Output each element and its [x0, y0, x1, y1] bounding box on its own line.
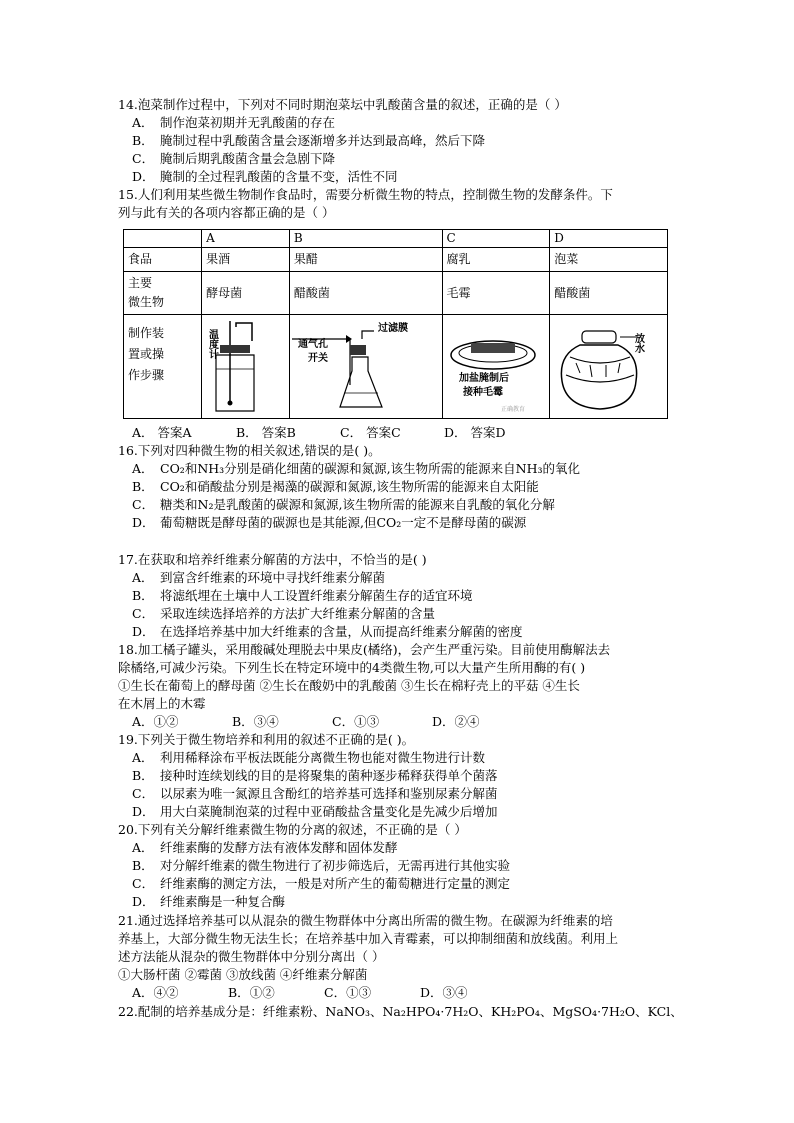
table-head-b: B — [289, 230, 442, 248]
q17-stem: 17.在获取和培养纤维素分解菌的方法中，不恰当的是( ) — [118, 552, 427, 567]
q18-stem-line3: ①生长在葡萄上的酵母菌 ②生长在酸奶中的乳酸菌 ③生长在棉籽壳上的平菇 ④生长 — [118, 678, 580, 693]
micro-b: 醋酸菌 — [289, 272, 442, 315]
tofu-plate-illustration — [443, 315, 543, 415]
food-b: 果醋 — [289, 248, 442, 272]
watermark-text: 正确教育 — [500, 406, 525, 413]
micro-d: 醋酸菌 — [550, 272, 668, 315]
device-d — [550, 315, 668, 419]
food-a: 果酒 — [202, 248, 290, 272]
device-c — [442, 315, 550, 419]
q15-stem-line2: 列与此有关的各项内容都正确的是（ ） — [118, 205, 335, 220]
table-head-d: D — [550, 230, 668, 248]
q18-stem-line1: 18.加工橘子罐头，采用酸碱处理脱去中果皮(橘络)，会产生严重污染。目前使用酶解法去 — [118, 642, 611, 657]
row-micro-label: 主要 微生物 — [124, 272, 202, 315]
q18-stem-line4: 在木屑上的木霉 — [118, 696, 206, 711]
q16-option-d: D． 葡萄糖既是酵母菌的碳源也是其能源,但CO₂一定不是酵母菌的碳源 — [132, 515, 527, 530]
device-a — [202, 315, 290, 419]
q15-options: A． 答案A B． 答案B C． 答案C D． 答案D — [132, 425, 506, 440]
q14-option-d: D． 腌制的全过程乳酸菌的含量不变，活性不同 — [132, 169, 398, 184]
svg-text:通气孔: 通气孔 — [297, 339, 328, 350]
q21-stem-line4: ①大肠杆菌 ②霉菌 ③放线菌 ④纤维素分解菌 — [118, 967, 368, 982]
table-head-a: A — [202, 230, 290, 248]
pickle-jar-illustration — [550, 315, 660, 415]
q20-option-c: C． 纤维素酶的测定方法，一般是对所产生的葡萄糖进行定量的测定 — [132, 876, 511, 891]
q20-option-b: B． 对分解纤维素的微生物进行了初步筛选后，无需再进行其他实验 — [132, 858, 511, 873]
q21-stem-line3: 述方法能从混杂的微生物群体中分别分离出（ ） — [118, 949, 385, 964]
food-d: 泡菜 — [550, 248, 668, 272]
table-head-c: C — [442, 230, 550, 248]
q19-option-c: C． 以尿素为唯一氮源且含酚红的培养基可选择和鉴别尿素分解菌 — [132, 786, 498, 801]
q19-option-a: A． 利用稀释涂布平板法既能分离微生物也能对微生物进行计数 — [132, 750, 486, 765]
q14-stem: 14.泡菜制作过程中，下列对不同时期泡菜坛中乳酸菌含量的叙述，正确的是（ ） — [118, 97, 567, 112]
q16-option-c: C． 糖类和N₂是乳酸菌的碳源和氮源,该生物所需的能源来自乳酸的氧化分解 — [132, 497, 555, 512]
food-c: 腐乳 — [442, 248, 550, 272]
q15-table — [123, 229, 668, 419]
q18-options: A．①② B．③④ C．①③ D．②④ — [132, 714, 480, 729]
table-head-blank — [124, 230, 202, 248]
row-device-label: 制作装 置或操 作步骤 — [124, 315, 202, 419]
svg-text:过滤膜: 过滤膜 — [377, 323, 408, 334]
q17-option-c: C． 采取连续选择培养的方法扩大纤维素分解菌的含量 — [132, 606, 436, 621]
q17-option-d: D． 在选择培养基中加大纤维素的含量，从而提高纤维素分解菌的密度 — [132, 624, 523, 639]
q20-stem: 20.下列有关分解纤维素微生物的分离的叙述，不正确的是（ ） — [118, 822, 467, 837]
q20-option-d: D． 纤维素酶是一种复合酶 — [132, 894, 286, 909]
svg-text:接种毛霉: 接种毛霉 — [462, 387, 503, 398]
q21-stem-line1: 21.通过选择培养基可以从混杂的微生物群体中分离出所需的微生物。在碳源为纤维素的培 — [118, 913, 613, 928]
q19-stem: 19.下列关于微生物培养和利用的叙述不正确的是( )。 — [118, 732, 415, 747]
svg-text:开关: 开关 — [307, 353, 328, 364]
q19-option-d: D． 用大白菜腌制泡菜的过程中亚硝酸盐含量变化是先减少后增加 — [132, 804, 498, 819]
wine-bottle-illustration — [202, 315, 282, 415]
q14-option-b: B． 腌制过程中乳酸菌含量会逐渐增多并达到最高峰，然后下降 — [132, 133, 486, 148]
q14-option-a: A． 制作泡菜初期并无乳酸菌的存在 — [132, 115, 336, 130]
q20-option-a: A． 纤维素酶的发酵方法有液体发酵和固体发酵 — [132, 840, 398, 855]
micro-c: 毛霉 — [442, 272, 550, 315]
q14-option-c: C． 腌制后期乳酸菌含量会急剧下降 — [132, 151, 336, 166]
micro-a: 酵母菌 — [202, 272, 290, 315]
q16-option-a: A． CO₂和NH₃分别是硝化细菌的碳源和氮源,该生物所需的能源来自NH₃的氧化 — [132, 461, 580, 476]
vinegar-flask-illustration — [290, 315, 435, 415]
svg-text:温度计: 温度计 — [206, 329, 218, 359]
q17-option-b: B． 将滤纸埋在土壤中人工设置纤维素分解菌生存的适宜环境 — [132, 588, 473, 603]
q17-option-a: A． 到富含纤维素的环境中寻找纤维素分解菌 — [132, 570, 386, 585]
svg-text:加盐腌制后: 加盐腌制后 — [458, 373, 509, 384]
q19-option-b: B． 接种时连续划线的目的是将聚集的菌种逐步稀释获得单个菌落 — [132, 768, 498, 783]
device-b — [289, 315, 442, 419]
svg-text:放水: 放水 — [632, 333, 644, 353]
q15-stem-line1: 15.人们利用某些微生物制作食品时，需要分析微生物的特点，控制微生物的发酵条件。下 — [118, 187, 613, 202]
q18-stem-line2: 除橘络,可减少污染。下列生长在特定环境中的4类微生物,可以大量产生所用酶的有( ) — [118, 660, 586, 675]
q22-stem: 22.配制的培养基成分是：纤维素粉、NaNO₃、Na₂HPO₄·7H₂O、KH₂PO₄、MgSO₄·7H₂O、KCl、 — [118, 1004, 683, 1019]
q16-option-b: B． CO₂和硝酸盐分别是褐藻的碳源和氮源,该生物所需的能源来自太阳能 — [132, 479, 539, 494]
q16-stem: 16.下列对四种微生物的相关叙述,错误的是( )。 — [118, 443, 381, 458]
q21-options: A．④② B．①② C．①③ D．③④ — [132, 985, 468, 1000]
row-food-label: 食品 — [124, 248, 202, 272]
q21-stem-line2: 养基上，大部分微生物无法生长；在培养基中加入青霉素，可以抑制细菌和放线菌。利用上 — [118, 931, 619, 946]
